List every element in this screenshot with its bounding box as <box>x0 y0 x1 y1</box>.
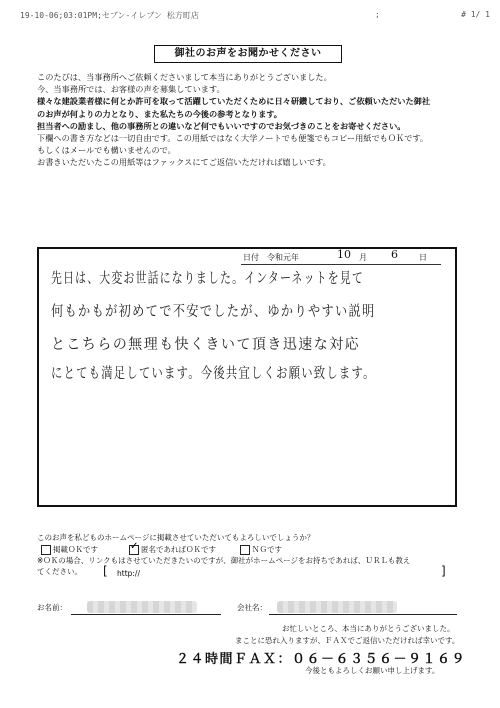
option-label: ＮＧです <box>252 545 282 554</box>
url-row <box>37 566 477 580</box>
link-note: ※ＯＫの場合、リンクもはさせていただきたいのですが、御社がホームページをお持ちであれば、ＵＲＬも教え <box>37 556 411 565</box>
date-day-unit: 日 <box>419 253 427 262</box>
footer-thanks: お忙しいところ、本当にありがとうございました。 <box>282 624 455 633</box>
letter-box <box>37 247 457 507</box>
intro-line: 今、当事務所では、お客様の声を募集しています。 <box>37 84 225 95</box>
consent-question: このお声を私どものホームページに掲載させていただいてもよろしいでしょうか？ <box>37 533 315 542</box>
date-field <box>241 250 441 265</box>
fax-number: ２４時間ＦＡＸ：０６－６３５６－９１６９ <box>176 652 467 667</box>
fax-header-page: # 1/ 1 <box>461 10 490 19</box>
company-underline <box>269 614 457 615</box>
handwritten-line: 先日は、大変お世話になりました。インターネットを見て <box>51 271 364 287</box>
date-era: 令和元年 <box>267 253 299 262</box>
footer-closing: 今後ともよろしくお願い申し上げます。 <box>305 666 440 675</box>
consent-section <box>37 532 477 580</box>
checkbox-publish-ok[interactable] <box>41 545 51 555</box>
option-label: 匿名であればＯＫです <box>141 545 216 554</box>
intro-line: 担当者への励まし、他の事務所との違いなど何でもいいですのでお気づきのことをお寄せください。 <box>37 120 406 131</box>
intro-line: 様々な建設業者様に何とか許可を取って活躍していただくために日々研鑽しており、ご依頼いただいた御社 <box>37 96 431 107</box>
date-day: 6 <box>391 248 398 261</box>
handwritten-line: とこちらの無理も快くきいて頂き迅速な対応 <box>51 337 361 353</box>
link-note-cont: てください。 <box>37 567 82 576</box>
option-publish-ok[interactable] <box>41 544 98 555</box>
url-bracket-right: ] <box>441 564 446 578</box>
fax-transmission-header <box>20 10 490 21</box>
intro-line: 下欄への書き方などは一切自由です。この用紙ではなく大学ノートでも便箋でもコピー用紙でもＯＫです。 <box>37 133 429 144</box>
name-company-row <box>37 598 457 616</box>
url-bracket-left: [ <box>103 564 108 578</box>
fax-header-left: 19-10-06;03:01PM;セブン-イレブン 松方町店 <box>20 11 199 20</box>
name-underline <box>71 614 221 615</box>
consent-options <box>37 543 477 555</box>
intro-line: もしくはメールでも構いませんので。 <box>37 145 176 156</box>
option-label: 掲載ＯＫです <box>53 545 98 554</box>
intro-line: このたびは、当事務所へご依頼くださいまして本当にありがとうございました。 <box>37 72 332 82</box>
url-field[interactable]: http:// <box>117 569 140 578</box>
date-month: 10 <box>337 248 351 261</box>
page-title: 御社のお声をお聞かせください <box>154 45 342 63</box>
intro-line: お書きいただいたこの用紙等はファックスにてご返信いただければ嬉しいです。 <box>37 157 331 168</box>
option-ng[interactable] <box>240 544 282 555</box>
date-label: 日付 <box>243 253 259 262</box>
intro-line: のお声が何よりの力となり、また私たちの今後の参考となります。 <box>37 108 282 119</box>
intro-text <box>37 71 477 169</box>
company-label: 会社名： <box>237 603 267 612</box>
option-anonymous-ok[interactable] <box>129 544 216 555</box>
checkbox-anonymous-ok[interactable] <box>129 545 139 555</box>
handwritten-line: 何もかもが初めてで不安でしたが、ゆかりやすい説明 <box>51 304 376 320</box>
date-month-unit: 月 <box>359 253 367 262</box>
checkbox-ng[interactable] <box>240 545 250 555</box>
redacted-company <box>277 601 397 613</box>
fax-header-separator: ; <box>375 10 380 19</box>
handwritten-line: にとても満足しています。今後共宜しくお願い致します。 <box>51 366 376 382</box>
redacted-name <box>87 601 197 613</box>
footer-request: まことに恐れ入りますが、ＦＡＸでご返信いただければ幸いです。 <box>235 636 460 645</box>
name-label: お名前： <box>37 603 67 612</box>
